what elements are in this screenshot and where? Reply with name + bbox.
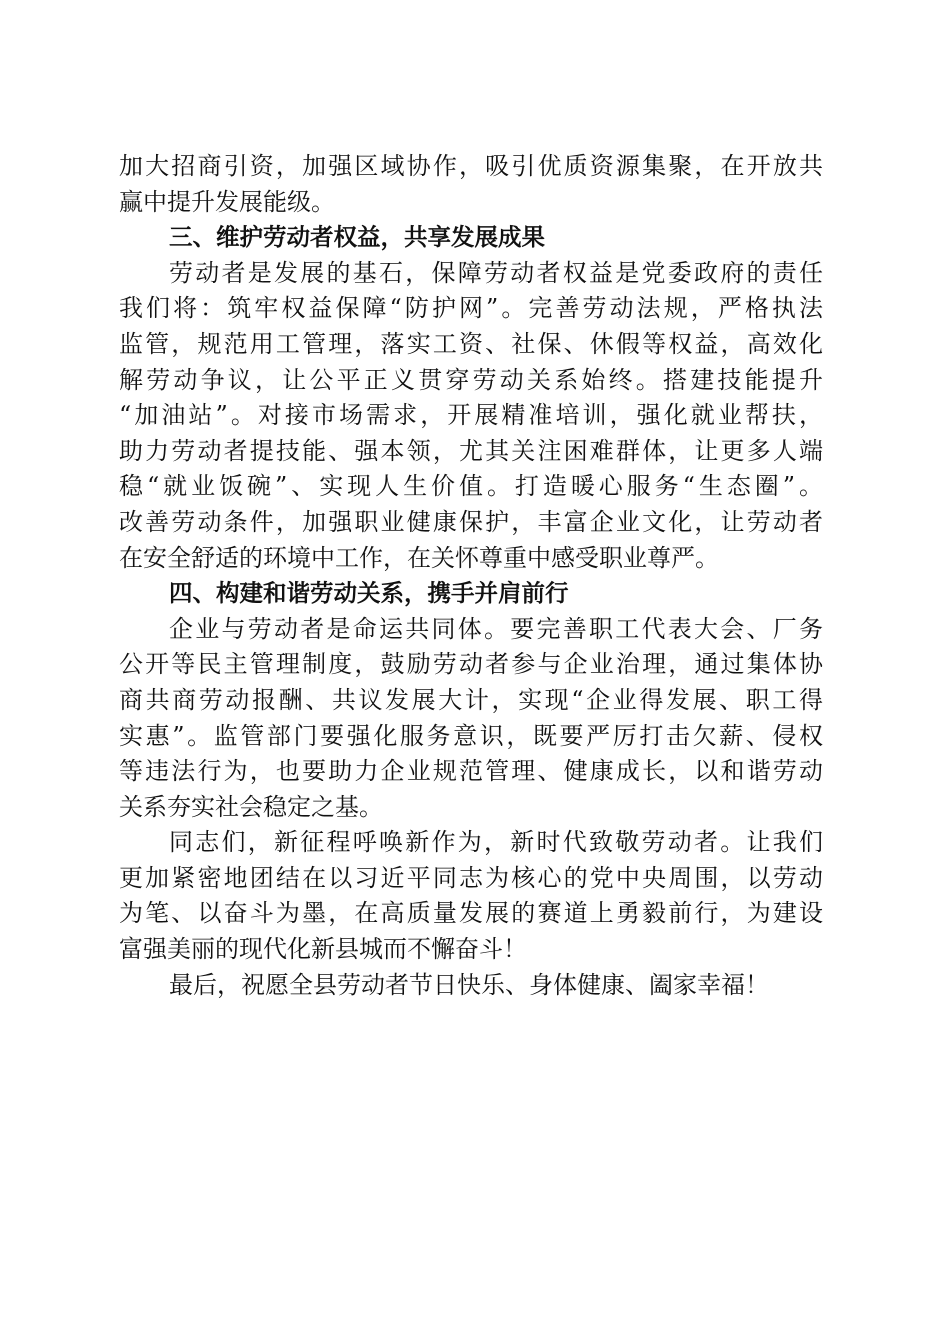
text-line: 更加紧密地团结在以习近平同志为核心的党中央周围，以劳动 — [119, 863, 823, 892]
section-heading: 三、维护劳动者权益，共享发展成果 — [169, 223, 545, 252]
closing-line: 最后，祝愿全县劳动者节日快乐、身体健康、阖家幸福！ — [169, 970, 769, 999]
text-line: 公开等民主管理制度，鼓励劳动者参与企业治理，通过集体协 — [119, 650, 823, 679]
text-line: 实惠”。监管部门要强化服务意识，既要严厉打击欠薪、侵权 — [119, 721, 823, 750]
paragraph-first-line: 企业与劳动者是命运共同体。要完善职工代表大会、厂务 — [169, 614, 823, 643]
text-line: 解劳动争议，让公平正义贯穿劳动关系始终。搭建技能提升 — [119, 365, 823, 394]
text-line: 稳“就业饭碗”、实现人生价值。打造暖心服务“生态圈”。 — [119, 472, 823, 501]
section-heading: 四、构建和谐劳动关系，携手并肩前行 — [169, 579, 569, 608]
text-line: 监管，规范用工管理，落实工资、社保、休假等权益，高效化 — [119, 329, 823, 358]
text-line: 赢中提升发展能级。 — [119, 187, 335, 216]
paragraph-first-line: 同志们，新征程呼唤新作为，新时代致敬劳动者。让我们 — [169, 828, 823, 857]
text-line: “加油站”。对接市场需求，开展精准培训，强化就业帮扶， — [119, 401, 823, 430]
text-line: 助力劳动者提技能、强本领，尤其关注困难群体，让更多人端 — [119, 436, 823, 465]
text-line: 我们将：筑牢权益保障“防护网”。完善劳动法规，严格执法 — [119, 294, 823, 323]
text-line: 商共商劳动报酬、共议发展大计，实现“企业得发展、职工得 — [119, 685, 823, 714]
text-line: 为笔、以奋斗为墨，在高质量发展的赛道上勇毅前行，为建设 — [119, 899, 823, 928]
text-line: 关系夯实社会稳定之基。 — [119, 792, 383, 821]
text-line: 等违法行为，也要助力企业规范管理、健康成长，以和谐劳动 — [119, 757, 823, 786]
text-line: 富强美丽的现代化新县城而不懈奋斗！ — [119, 935, 527, 964]
document-body — [119, 149, 823, 1003]
text-line: 在安全舒适的环境中工作，在关怀尊重中感受职业尊严。 — [119, 543, 719, 572]
paragraph-first-line: 劳动者是发展的基石，保障劳动者权益是党委政府的责任 — [169, 258, 823, 287]
text-line: 改善劳动条件，加强职业健康保护，丰富企业文化，让劳动者 — [119, 507, 823, 536]
text-line: 加大招商引资，加强区域协作，吸引优质资源集聚，在开放共 — [119, 152, 823, 180]
